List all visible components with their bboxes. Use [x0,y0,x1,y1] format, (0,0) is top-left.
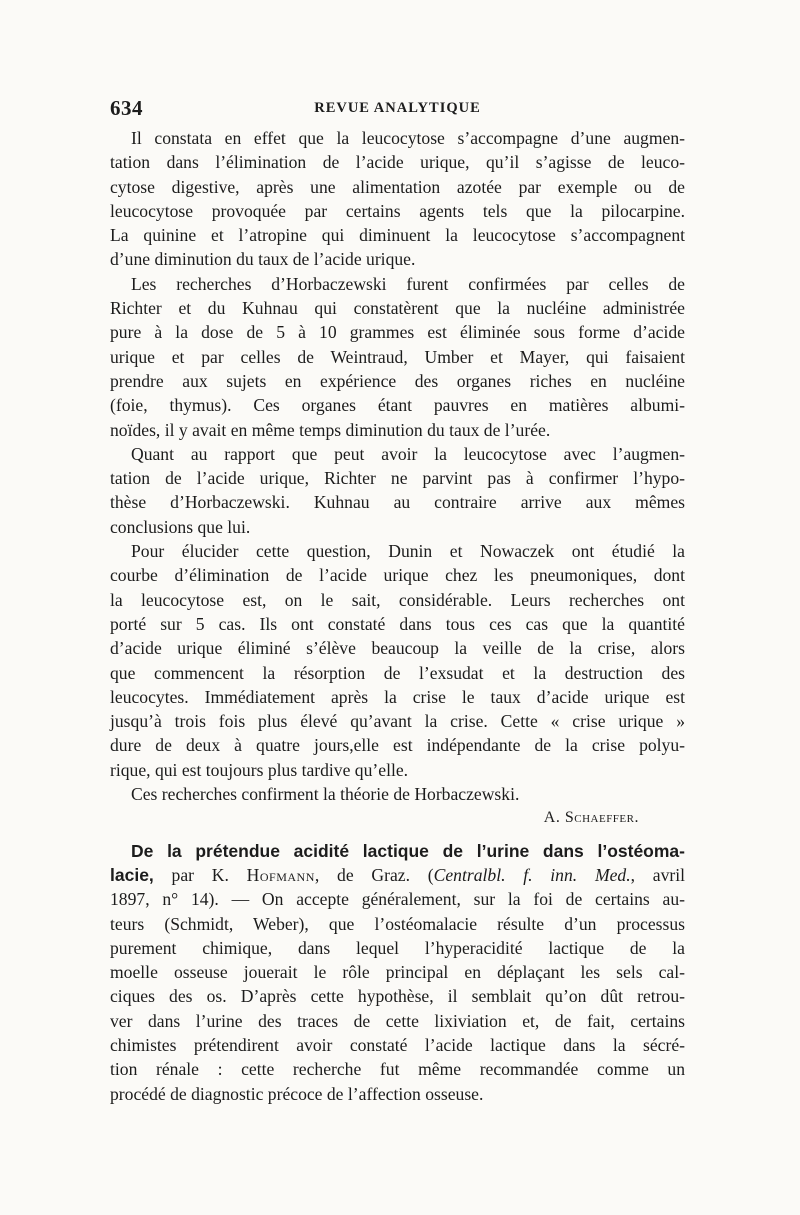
text-line: procédé de diagnostic précoce de l’affection osseuse. [110,1083,484,1104]
text-line: Pour élucider cette question, Dunin et Nowaczek ont étudié la [131,541,685,562]
text-line: ciques des os. D’après cette hypothèse, il semblait qu’on dût retrou- [110,986,685,1007]
text-line: La quinine et l’atropine qui diminuent la leucocytose s’accompagnent [110,225,685,246]
author-signature: A. Schaeffer. [543,809,639,827]
page-header [110,96,685,122]
text-line: Il constata en effet que la leucocytose s’accompagne d’une augmen- [131,128,685,148]
text-line: urique et par celles de Weintraud, Umber et Mayer, qui faisaient [110,346,685,367]
text-line: prendre aux sujets en expérience des organes riches en nucléine [110,370,685,391]
text-line: leucocytes. Immédiatement après la crise le taux d’acide urique est [110,686,685,707]
section-osteomalacia [110,839,685,1106]
text-line: moelle osseuse jouerait le rôle principal en déplaçant les sels cal- [110,962,685,983]
text-line: Richter et du Kuhnau qui constatèrent que la nucléine administrée [110,298,685,319]
text-line: purement chimique, dans lequel l’hyperacidité lactique de la [110,937,685,958]
text-line: d’une diminution du taux de l’acide urique. [110,249,416,270]
text-line: 1897, n° 14). — On accepte généralement, sur la foi de certains au- [110,889,685,910]
text-line: porté sur 5 cas. Ils ont constaté dans tous ces cas que la quantité [110,613,685,634]
article-title-end: lacie, [110,864,154,885]
text-line: (foie, thymus). Ces organes étant pauvres en matières albumi- [110,395,685,416]
text-line: que commencent la résorption de l’exsudat et la destruction des [110,662,685,683]
byline-location: , de Graz. ( [314,864,434,885]
text-line: jusqu’à trois fois plus élevé qu’avant la crise. Cette « crise urique » [110,711,685,732]
text-line: teurs (Schmidt, Weber), que l’ostéomalacie résulte d’un processus [110,913,685,934]
text-line: conclusions que lui. [110,516,251,537]
byline-par: par K. [153,864,247,885]
section-uric-acid [110,126,685,831]
journal-name: Centralbl. f. inn. Med. [433,864,631,885]
author-name: Hofmann [246,864,315,885]
text-line: d’acide urique éliminé s’élève beaucoup la veille de la crise, alors [110,638,685,659]
text-line: Les recherches d’Horbaczewski furent confirmées par celles de [131,273,685,294]
byline [110,863,685,887]
text-line: pure à la dose de 5 à 10 grammes est éliminée sous forme d’acide [110,322,685,343]
text-line: tion rénale : cette recherche fut même recommandée comme un [110,1059,685,1080]
byline-date: , avril [630,864,686,885]
text-line: Ces recherches confirment la théorie de Horbaczewski. [131,784,520,805]
page-body [110,126,685,1106]
text-line: ver dans l’urine des traces de cette lixiviation et, de fait, certains [110,1010,685,1031]
page-number: 634 [110,96,143,120]
text-line: thèse d’Horbaczewski. Kuhnau au contraire arrive aux mêmes [110,492,685,513]
text-line: leucocytose provoquée par certains agents tels que la pilocarpine. [110,200,685,221]
text-line: courbe d’élimination de l’acide urique chez les pneumoniques, dont [110,565,685,586]
text-line: rique, qui est toujours plus tardive qu’elle. [110,759,409,780]
running-head: REVUE ANALYTIQUE [314,100,481,116]
text-line: chimistes prétendirent avoir constaté l’acide lactique dans la sécré- [110,1034,685,1055]
article-title: De la prétendue acidité lactique de l’urine dans l’ostéoma- [131,840,685,861]
text-line: tation de l’acide urique, Richter ne parvint pas à confirmer l’hypo- [110,468,685,489]
text-line: noïdes, il y avait en même temps diminution du taux de l’urée. [110,419,551,440]
text-line: cytose digestive, après une alimentation azotée par exemple ou de [110,176,685,197]
text-line: Quant au rapport que peut avoir la leucocytose avec l’augmen- [131,443,685,464]
text-line: tation dans l’élimination de l’acide urique, qu’il s’agisse de leuco- [110,152,685,173]
text-line: la leucocytose est, on le sait, considérable. Leurs recherches ont [110,589,685,610]
text-line: dure de deux à quatre jours,elle est indépendante de la crise polyu- [110,735,685,756]
